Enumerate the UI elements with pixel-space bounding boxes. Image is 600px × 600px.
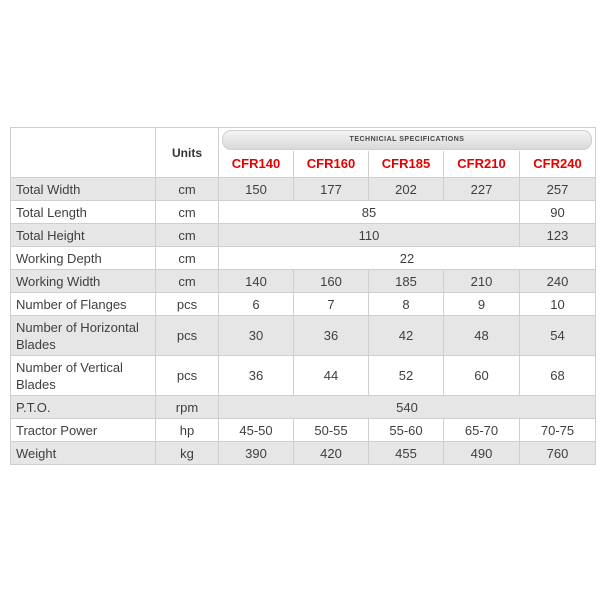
value-cell: 48 <box>444 316 520 356</box>
row-label: Weight <box>11 442 156 465</box>
value-cell: 30 <box>219 316 294 356</box>
row-horizontal-blades <box>11 316 596 356</box>
row-unit: cm <box>156 224 219 247</box>
row-label: Total Height <box>11 224 156 247</box>
value-cell: 140 <box>219 270 294 293</box>
value-cell: 185 <box>369 270 444 293</box>
row-unit: cm <box>156 270 219 293</box>
row-vertical-blades <box>11 356 596 396</box>
model-header-cfr160: CFR160 <box>294 151 369 178</box>
row-label: Total Length <box>11 201 156 224</box>
value-cell: 55-60 <box>369 419 444 442</box>
value-cell: 36 <box>294 316 369 356</box>
value-cell: 10 <box>520 293 596 316</box>
row-unit: pcs <box>156 316 219 356</box>
value-cell: 9 <box>444 293 520 316</box>
row-unit: hp <box>156 419 219 442</box>
row-label: Total Width <box>11 178 156 201</box>
value-cell: 177 <box>294 178 369 201</box>
row-unit: cm <box>156 247 219 270</box>
row-number-of-flanges <box>11 293 596 316</box>
value-cell: 42 <box>369 316 444 356</box>
row-label: Working Width <box>11 270 156 293</box>
row-label-line-2: Blades <box>16 336 56 352</box>
technical-specifications-table <box>10 127 596 465</box>
value-cell: 390 <box>219 442 294 465</box>
row-working-width <box>11 270 596 293</box>
value-cell: 227 <box>444 178 520 201</box>
value-cell-merged: 22 <box>219 247 596 270</box>
row-label: Tractor Power <box>11 419 156 442</box>
row-label-line-1: Number of Horizontal <box>16 319 139 335</box>
header-corner-cell <box>11 128 156 178</box>
value-cell: 150 <box>219 178 294 201</box>
value-cell-merged: 110 <box>219 224 520 247</box>
value-cell: 50-55 <box>294 419 369 442</box>
row-unit: cm <box>156 178 219 201</box>
row-total-length <box>11 201 596 224</box>
value-cell: 202 <box>369 178 444 201</box>
row-label-line-2: Blades <box>16 376 56 392</box>
value-cell: 60 <box>444 356 520 396</box>
row-unit: rpm <box>156 396 219 419</box>
value-cell: 52 <box>369 356 444 396</box>
row-unit: cm <box>156 201 219 224</box>
model-header-cfr140: CFR140 <box>219 151 294 178</box>
value-cell: 760 <box>520 442 596 465</box>
value-cell: 123 <box>520 224 596 247</box>
row-label <box>11 356 156 396</box>
value-cell: 65-70 <box>444 419 520 442</box>
row-label <box>11 316 156 356</box>
model-header-cfr185: CFR185 <box>369 151 444 178</box>
value-cell: 90 <box>520 201 596 224</box>
row-pto <box>11 396 596 419</box>
value-cell: 45-50 <box>219 419 294 442</box>
row-weight <box>11 442 596 465</box>
value-cell: 54 <box>520 316 596 356</box>
model-header-cfr210: CFR210 <box>444 151 520 178</box>
row-label-line-1: Number of Vertical <box>16 359 123 375</box>
row-tractor-power <box>11 419 596 442</box>
value-cell: 160 <box>294 270 369 293</box>
value-cell: 70-75 <box>520 419 596 442</box>
row-unit: pcs <box>156 293 219 316</box>
value-cell: 8 <box>369 293 444 316</box>
value-cell: 36 <box>219 356 294 396</box>
value-cell-merged: 85 <box>219 201 520 224</box>
units-header: Units <box>156 128 219 178</box>
row-working-depth <box>11 247 596 270</box>
value-cell-merged: 540 <box>219 396 596 419</box>
value-cell: 490 <box>444 442 520 465</box>
row-unit: kg <box>156 442 219 465</box>
value-cell: 240 <box>520 270 596 293</box>
value-cell: 44 <box>294 356 369 396</box>
value-cell: 6 <box>219 293 294 316</box>
value-cell: 210 <box>444 270 520 293</box>
row-label: Number of Flanges <box>11 293 156 316</box>
value-cell: 455 <box>369 442 444 465</box>
row-total-width <box>11 178 596 201</box>
tech-specs-banner: TECHNICIAL SPECIFICATIONS <box>222 130 592 150</box>
value-cell: 68 <box>520 356 596 396</box>
row-total-height <box>11 224 596 247</box>
row-label: Working Depth <box>11 247 156 270</box>
model-header-cfr240: CFR240 <box>520 151 596 178</box>
row-label: P.T.O. <box>11 396 156 419</box>
value-cell: 7 <box>294 293 369 316</box>
tech-specs-header-cell <box>219 128 596 151</box>
row-unit: pcs <box>156 356 219 396</box>
value-cell: 257 <box>520 178 596 201</box>
value-cell: 420 <box>294 442 369 465</box>
